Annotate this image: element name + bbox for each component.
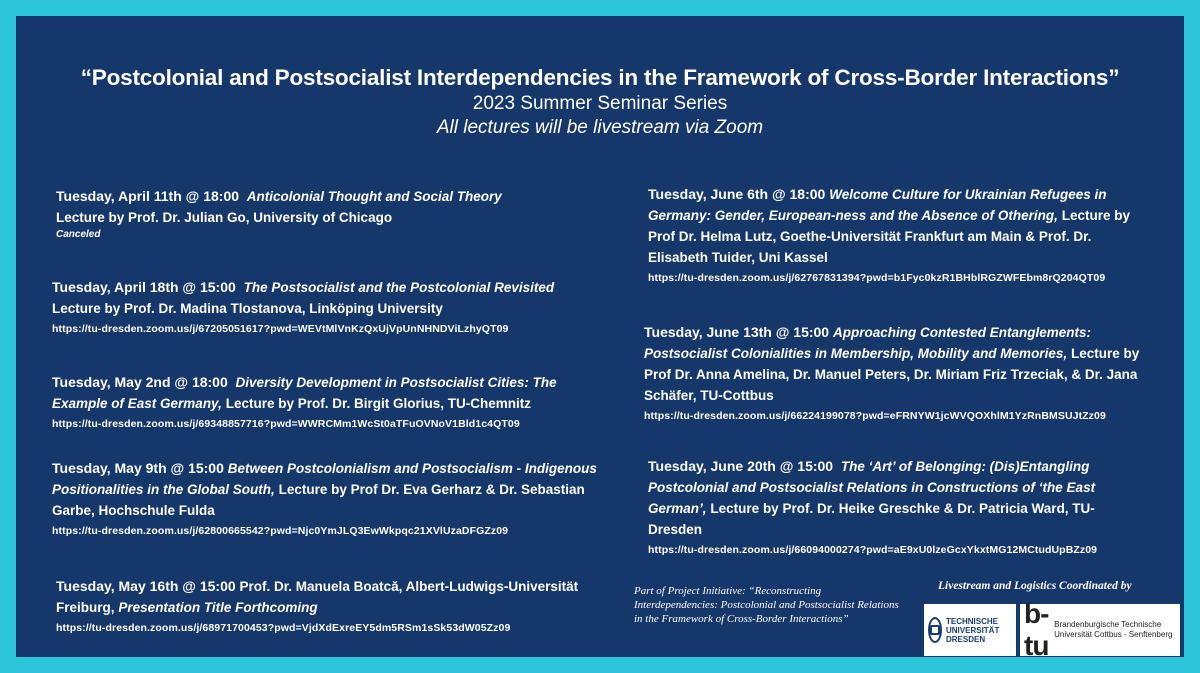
zoom-link[interactable]: https://tu-dresden.zoom.us/j/62800665542?pwd=Njc0YmJLQ3EwWkpqc21XVlUzaDFGZz09: [52, 525, 509, 537]
lecture-date: Tuesday, June 20th @ 15:00: [648, 458, 834, 474]
lecture-topic: The Postsocialist and the Postcolonial Revisited: [243, 280, 555, 295]
zoom-link[interactable]: https://tu-dresden.zoom.us/j/68971700453?pwd=VjdXdExreEY5dm5RSm1sSk53dW05Zz09: [56, 622, 511, 634]
lecture-may-16: [56, 576, 616, 636]
lecture-topic: Between Postcolonialism and Postsocialism - Indigenous Positionalities in the Global South,: [52, 461, 597, 497]
livestream-note: All lectures will be livestream via Zoom: [436, 117, 764, 138]
lecture-speaker: Lecture by Prof Dr. Eva Gerharz & Dr. Sebastian Garbe, Hochschule Fulda: [52, 482, 585, 518]
lecture-speaker: Lecture by Prof Dr. Anna Amelina, Dr. Manuel Peters, Dr. Miriam Friz Trzeciak, & Dr. Jana Schäfer, TU-Cottbus: [644, 346, 1140, 403]
tu-dresden-seal-icon: [928, 617, 942, 643]
zoom-link[interactable]: https://tu-dresden.zoom.us/j/62767831394?pwd=b1Fyc0kzR1BHblRGZWFEbm8rQ204QT09: [648, 272, 1106, 284]
poster-header: [16, 64, 1184, 140]
lecture-date: Tuesday, June 6th @ 18:00: [648, 186, 826, 202]
zoom-link[interactable]: https://tu-dresden.zoom.us/j/69348857716?pwd=WWRCMm1WcSt0aTFuOVNoV1Bld1c4QT09: [52, 418, 520, 430]
tu-dresden-logo-text: TECHNISCHE UNIVERSITÄT DRESDEN: [946, 616, 1000, 644]
poster-panel: [16, 16, 1184, 661]
lecture-june-20: [648, 456, 1148, 558]
lecture-topic: Presentation Title Forthcoming: [118, 600, 318, 615]
lecture-topic: Welcome Culture for Ukrainian Refugees in Germany: Gender, European-ness and the Absence of Othering,: [648, 187, 1107, 223]
lecture-topic: Approaching Contested Entanglements: Postsocialist Colonialities in Membership, Mobility and Memories,: [644, 325, 1092, 361]
lecture-speaker: Lecture by Prof. Dr. Julian Go, University of Chicago: [56, 210, 393, 225]
lecture-may-2: [52, 372, 612, 432]
cancel-note: Canceled: [56, 229, 101, 240]
lecture-date: Tuesday, April 18th @ 15:00: [52, 279, 236, 295]
zoom-link[interactable]: https://tu-dresden.zoom.us/j/66224199078?pwd=eFRNYW1jcWVQOXhlM1YzRnBMSUJtZz09: [644, 410, 1106, 422]
coordinated-by-label: Livestream and Logistics Coordinated by: [938, 580, 1132, 592]
project-initiative-note: Part of Project Initiative: “Reconstructing Interdependencies: Postcolonial and Postsocialist Relations in the Framework of Cross-Border Interactions”: [634, 585, 899, 625]
lecture-speaker: Lecture by Prof Dr. Helma Lutz, Goethe-Universität Frankfurt am Main & Prof. Dr. Elisabeth Tuider, Uni Kassel: [648, 208, 1131, 265]
tu-dresden-logo: [924, 604, 1016, 656]
lecture-topic: Anticolonial Thought and Social Theory: [246, 189, 502, 204]
btu-logo-text: Brandenburgische Technische Universität Cottbus - Senftenberg: [1054, 620, 1173, 639]
poster-subtitle: 2023 Summer Seminar Series: [472, 93, 728, 114]
lecture-date: Tuesday, May 16th @ 15:00: [56, 578, 236, 594]
lecture-topic: The ‘Art’ of Belonging: (Dis)Entangling Postcolonial and Postsocialist Relations in Constructions of ‘the East German’,: [648, 459, 1096, 516]
lecture-date: Tuesday, June 13th @ 15:00: [644, 324, 830, 340]
lecture-april-11: [56, 186, 616, 242]
lecture-speaker: Prof. Dr. Manuela Boatcă, Albert-Ludwigs-Universität Freiburg,: [56, 579, 579, 615]
lecture-may-9: [52, 458, 612, 539]
lecture-speaker: Lecture by Prof. Dr. Heike Greschke & Dr. Patricia Ward, TU-Dresden: [648, 501, 1095, 537]
lecture-date: Tuesday, April 11th @ 18:00: [56, 188, 240, 204]
btu-logo-mark: b-tu: [1024, 598, 1049, 661]
lecture-june-6: [648, 184, 1148, 286]
zoom-link[interactable]: https://tu-dresden.zoom.us/j/67205051617?pwd=WEVtMlVnKzQxUjVpUnNHNDViLzhyQT09: [52, 323, 509, 335]
lecture-date: Tuesday, May 9th @ 15:00: [52, 460, 224, 476]
lecture-date: Tuesday, May 2nd @ 18:00: [52, 374, 228, 390]
zoom-link[interactable]: https://tu-dresden.zoom.us/j/66094000274?pwd=aE9xU0lzeGcxYkxtMG12MCtudUpBZz09: [648, 544, 1098, 556]
lecture-speaker: Lecture by Prof. Dr. Madina Tlostanova, Linköping University: [52, 301, 443, 316]
poster-title: “Postcolonial and Postsocialist Interdependencies in the Framework of Cross-Border Interactions”: [80, 65, 1120, 90]
lecture-april-18: [52, 277, 612, 337]
lecture-speaker: Lecture by Prof. Dr. Birgit Glorius, TU-Chemnitz: [225, 396, 531, 411]
lecture-topic: Diversity Development in Postsocialist Cities: The Example of East Germany,: [52, 375, 557, 411]
lecture-june-13: [644, 322, 1148, 424]
btu-cottbus-logo: [1020, 598, 1180, 661]
